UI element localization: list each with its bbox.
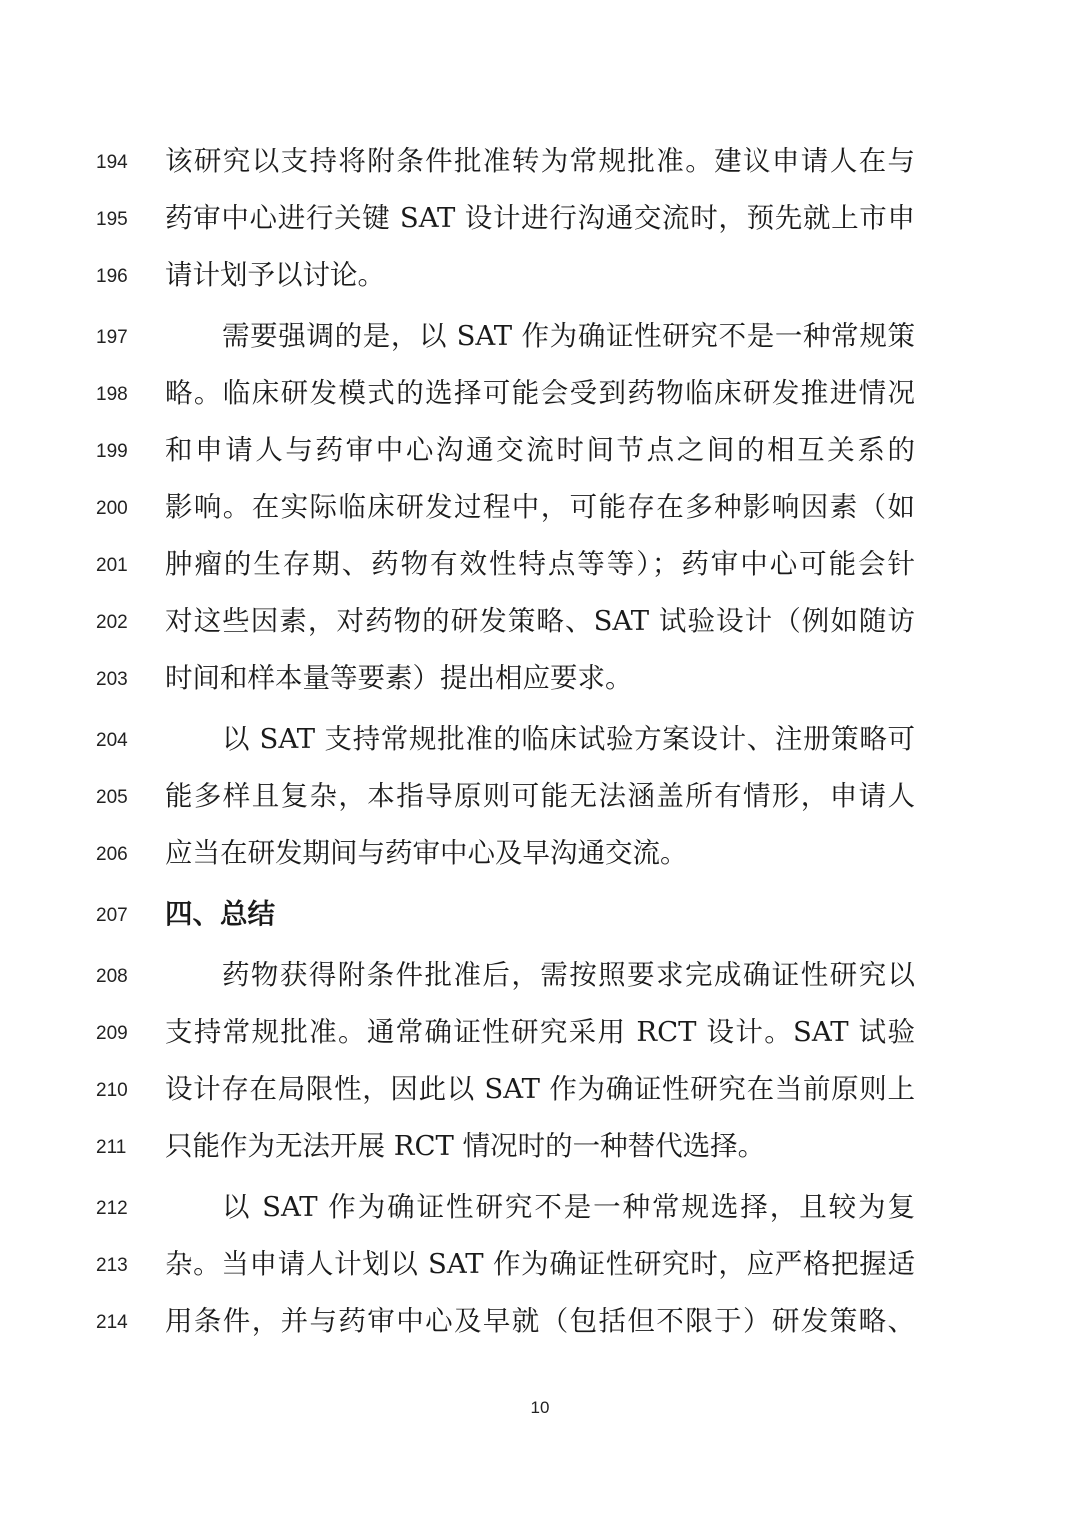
- line-text: 影响。在实际临床研发过程中，可能存在多种影响因素（如: [165, 491, 915, 523]
- line-number: 197: [96, 327, 128, 348]
- line-number: 199: [96, 441, 128, 462]
- text-line: [0, 1069, 1080, 1109]
- line-number: 210: [96, 1080, 128, 1101]
- line-number: 194: [96, 152, 128, 173]
- text-line: [0, 601, 1080, 641]
- line-number: 200: [96, 498, 128, 519]
- line-text: 以 SAT 支持常规批准的临床试验方案设计、注册策略可: [222, 723, 915, 755]
- line-number: 213: [96, 1255, 128, 1276]
- line-number: 203: [96, 669, 128, 690]
- line-text: 药物获得附条件批准后，需按照要求完成确证性研究以: [222, 959, 915, 991]
- line-number: 211: [96, 1137, 127, 1158]
- text-line: [0, 1301, 1080, 1341]
- line-number: 205: [96, 787, 128, 808]
- section-heading: 四、总结: [165, 898, 275, 930]
- line-text: 肿瘤的生存期、药物有效性特点等等）；药审中心可能会针: [165, 548, 915, 580]
- line-number: 212: [96, 1198, 128, 1219]
- line-text: 时间和样本量等要素）提出相应要求。: [165, 662, 633, 694]
- line-text: 应当在研发期间与药审中心及早沟通交流。: [165, 837, 688, 869]
- line-text: 对这些因素，对药物的研发策略、SAT 试验设计（例如随访: [165, 605, 915, 637]
- text-line: [0, 255, 1080, 295]
- text-line: [0, 141, 1080, 181]
- line-number: 207: [96, 905, 128, 926]
- text-line: [0, 487, 1080, 527]
- line-number: 198: [96, 384, 128, 405]
- text-line: [0, 1012, 1080, 1052]
- line-text: 请计划予以讨论。: [165, 259, 385, 291]
- text-line: [0, 1187, 1080, 1227]
- text-line: [0, 719, 1080, 759]
- text-line: [0, 316, 1080, 356]
- line-number: 208: [96, 966, 128, 987]
- line-text: 杂。当申请人计划以 SAT 作为确证性研究时，应严格把握适: [165, 1248, 915, 1280]
- line-number: 196: [96, 266, 128, 287]
- line-number: 214: [96, 1312, 128, 1333]
- line-text: 用条件，并与药审中心及早就（包括但不限于）研发策略、: [165, 1305, 915, 1337]
- text-line: [0, 373, 1080, 413]
- text-line: [0, 544, 1080, 584]
- text-line: [0, 430, 1080, 470]
- line-text: 和申请人与药审中心沟通交流时间节点之间的相互关系的: [165, 434, 915, 466]
- text-line: [0, 955, 1080, 995]
- line-text: 略。临床研发模式的选择可能会受到药物临床研发推进情况: [165, 377, 915, 409]
- line-text: 需要强调的是，以 SAT 作为确证性研究不是一种常规策: [222, 320, 915, 352]
- text-line: [0, 1244, 1080, 1284]
- text-line: [0, 776, 1080, 816]
- line-text: 只能作为无法开展 RCT 情况时的一种替代选择。: [165, 1130, 766, 1162]
- line-number: 206: [96, 844, 128, 865]
- line-number: 202: [96, 612, 128, 633]
- section-heading-line: [0, 894, 1080, 934]
- line-number: 209: [96, 1023, 128, 1044]
- line-number: 204: [96, 730, 128, 751]
- line-text: 以 SAT 作为确证性研究不是一种常规选择，且较为复: [222, 1191, 915, 1223]
- line-number: 201: [96, 555, 128, 576]
- line-text: 该研究以支持将附条件批准转为常规批准。建议申请人在与: [165, 145, 915, 177]
- text-line: [0, 658, 1080, 698]
- text-line: [0, 198, 1080, 238]
- line-text: 能多样且复杂，本指导原则可能无法涵盖所有情形，申请人: [165, 780, 915, 812]
- line-text: 设计存在局限性，因此以 SAT 作为确证性研究在当前原则上: [165, 1073, 915, 1105]
- page-number: 10: [530, 1398, 550, 1417]
- text-line: [0, 1126, 1080, 1166]
- line-number: 195: [96, 209, 128, 230]
- text-line: [0, 833, 1080, 873]
- line-text: 支持常规批准。通常确证性研究采用 RCT 设计。SAT 试验: [165, 1016, 915, 1048]
- line-text: 药审中心进行关键 SAT 设计进行沟通交流时，预先就上市申: [165, 202, 915, 234]
